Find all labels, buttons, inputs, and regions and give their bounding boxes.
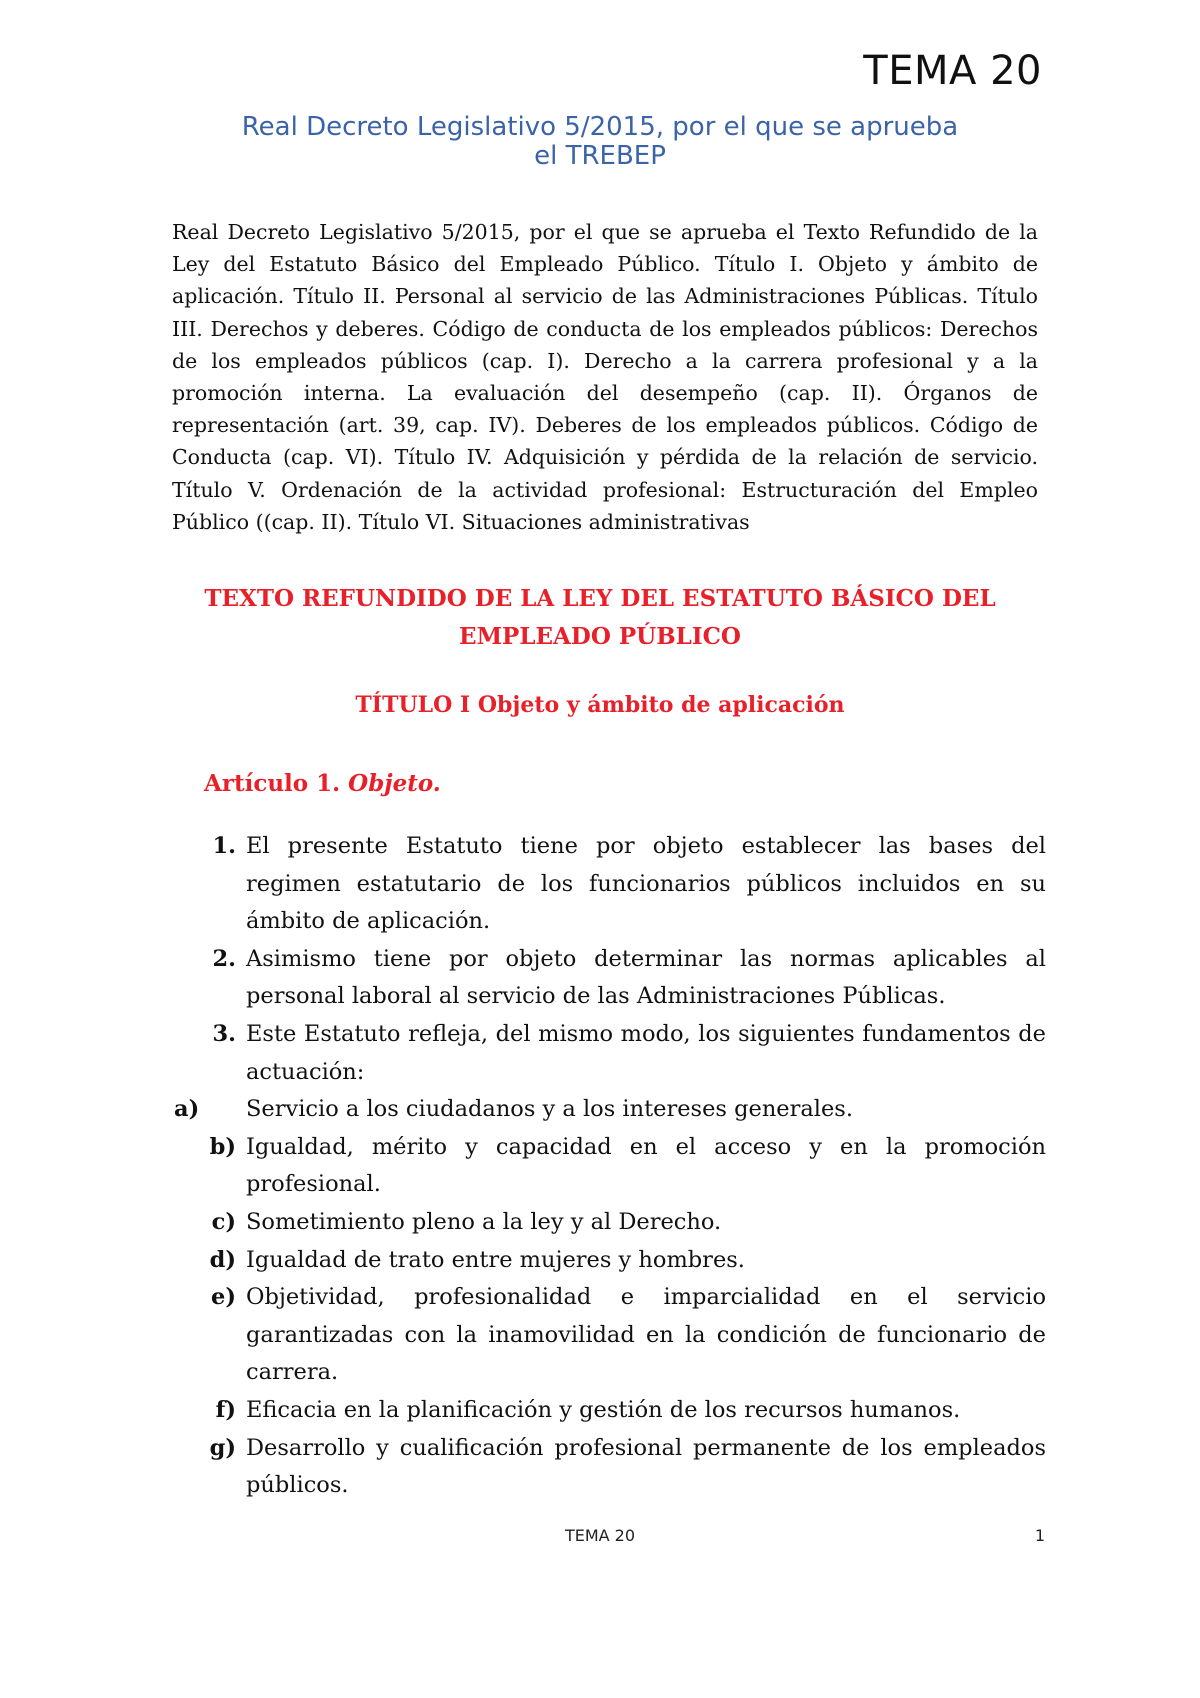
list-item	[174, 1279, 1046, 1392]
titulo-heading: TÍTULO I Objeto y ámbito de aplicación	[355, 692, 845, 718]
article-list	[174, 828, 1046, 1505]
item-marker: c)	[211, 1208, 236, 1235]
list-item	[174, 1242, 1046, 1280]
item-text: Asimismo tiene por objeto determinar las normas aplicables al personal laboral al servicio de las Administraciones Públicas.	[246, 945, 1046, 1010]
item-marker: g)	[209, 1434, 236, 1461]
item-text: Este Estatuto refleja, del mismo modo, los siguientes fundamentos de actuación:	[246, 1020, 1046, 1085]
footer-tema: TEMA 20	[564, 1526, 636, 1545]
item-text: Servicio a los ciudadanos y a los intereses generales.	[246, 1096, 854, 1123]
texto-refundido-line-2: EMPLEADO PÚBLICO	[459, 623, 741, 650]
item-text: Eficacia en la planificación y gestión de los recursos humanos.	[246, 1396, 961, 1423]
header-tema: TEMA 20	[863, 48, 1042, 94]
list-item	[174, 1204, 1046, 1242]
item-marker: f)	[215, 1396, 236, 1423]
texto-refundido-title	[150, 580, 1050, 656]
list-item	[174, 1430, 1046, 1505]
list-item	[174, 1392, 1046, 1430]
item-marker: b)	[209, 1133, 236, 1160]
item-text: Desarrollo y cualificación profesional permanente de los empleados públicos.	[246, 1434, 1046, 1499]
summary-paragraph: Real Decreto Legislativo 5/2015, por el que se aprueba el Texto Refundido de la Ley del Estatuto Básico del Empleado Público. Título I. Objeto y ámbito de aplicación. Título II. Personal al servicio de las Administraciones Públicas. Título III. Derechos y deberes. Código de conducta de los empleados públicos: Derechos de los empleados públicos (cap. I). Derecho a la carrera profesional y a la promoción interna. La evaluación del desempeño (cap. II). Órganos de representación (art. 39, cap. IV). Deberes de los empleados públicos. Código de Conducta (cap. VI). Título IV. Adquisición y pérdida de la relación de servicio. Título V. Ordenación de la actividad profesional: Estructuración del Empleo Público ((cap. II). Título VI. Situaciones administrativas	[172, 220, 1038, 534]
heading-line-2: el TREBEP	[534, 141, 666, 171]
list-item	[174, 1016, 1046, 1091]
document-heading	[150, 113, 1050, 171]
list-item	[174, 828, 1046, 941]
item-text: Igualdad, mérito y capacidad en el acceso y en la promoción profesional.	[246, 1133, 1046, 1198]
item-marker: e)	[211, 1284, 236, 1311]
item-text: Igualdad de trato entre mujeres y hombres.	[246, 1246, 745, 1273]
articulo-label: Artículo 1.	[204, 770, 341, 797]
texto-refundido-line-1: TEXTO REFUNDIDO DE LA LEY DEL ESTATUTO BÁSICO DEL	[204, 585, 996, 612]
list-item	[174, 1091, 1046, 1129]
item-text: Sometimiento pleno a la ley y al Derecho.	[246, 1208, 722, 1235]
articulo-name: Objeto.	[348, 770, 441, 797]
list-item	[174, 941, 1046, 1016]
page-number: 1	[1034, 1526, 1045, 1545]
heading-line-1: Real Decreto Legislativo 5/2015, por el que se aprueba	[241, 112, 959, 142]
item-marker: 1.	[212, 833, 236, 859]
articulo-heading	[204, 770, 441, 797]
item-text: Objetividad, profesionalidad e imparcialidad en el servicio garantizadas con la inamovilidad en la condición de funcionario de carrera.	[246, 1284, 1046, 1386]
item-marker: a)	[174, 1096, 200, 1123]
list-item	[174, 1129, 1046, 1204]
item-marker: 3.	[212, 1020, 236, 1047]
item-marker: 2.	[212, 945, 236, 972]
item-text: El presente Estatuto tiene por objeto establecer las bases del regimen estatutario de los funcionarios públicos incluidos en su ámbito de aplicación.	[246, 833, 1046, 935]
item-marker: d)	[209, 1246, 236, 1273]
